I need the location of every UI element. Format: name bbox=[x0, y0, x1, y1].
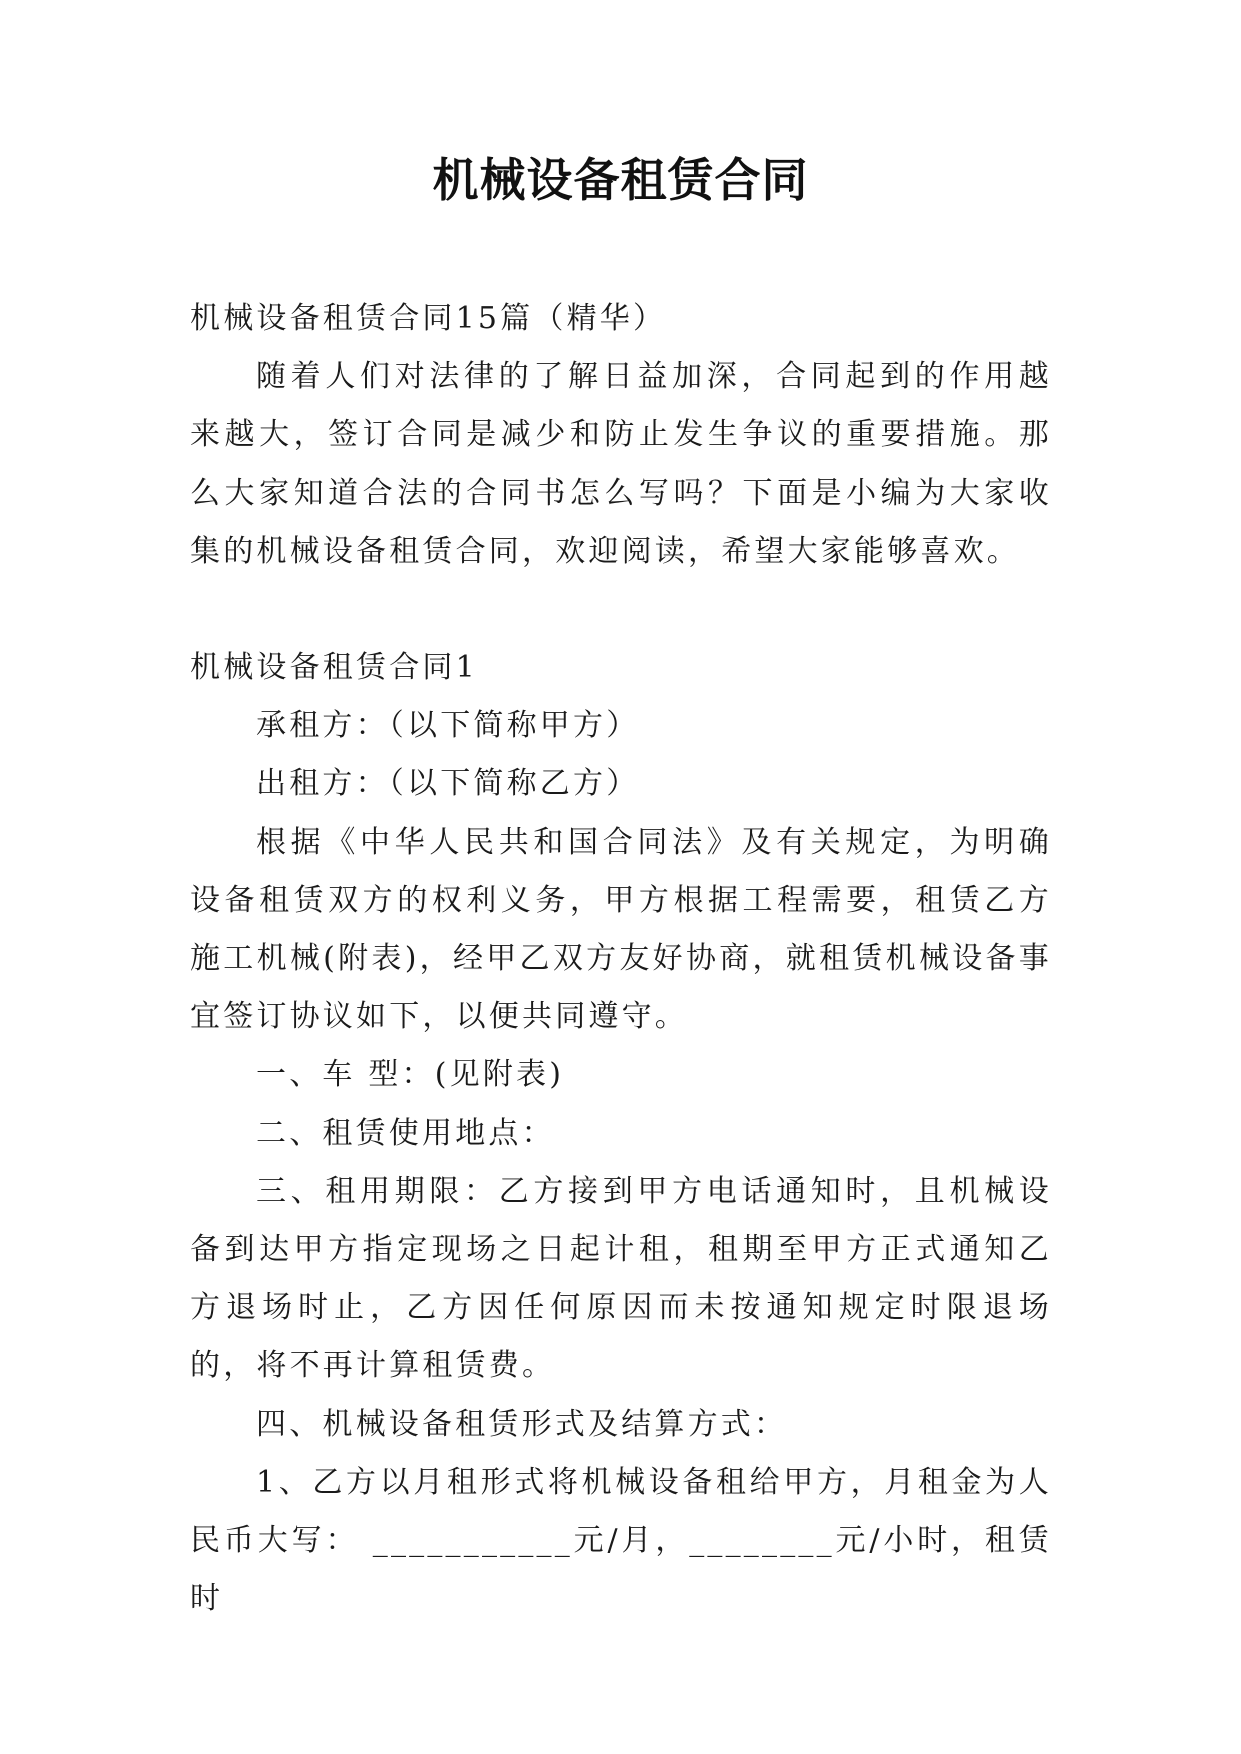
clause-location: 二、租赁使用地点： bbox=[256, 1115, 555, 1151]
clause-term: 三、租用期限：乙方接到甲方电话通知时，且机械设备到达甲方指定现场之日起计租，租期至甲方正式通知乙方退场时止，乙方因任何原因而未按通知规定时限退场的，将不再计算租赁费。 bbox=[190, 1173, 1052, 1384]
paragraph-gap bbox=[190, 581, 1052, 639]
document-title: 机械设备租赁合同 bbox=[432, 153, 809, 207]
lessee-line: 承租方：（以下简称甲方） bbox=[256, 708, 640, 744]
intro-paragraph: 随着人们对法律的了解日益加深，合同起到的作用越来越大，签订合同是减少和防止发生争议的重要措施。那么大家知道合法的合同书怎么写吗？下面是小编为大家收集的机械设备租赁合同，欢迎阅读，希望大家能够喜欢。 bbox=[190, 359, 1052, 569]
clause-vehicle-type: 一、车 型：(见附表) bbox=[256, 1057, 565, 1093]
clause-settlement: 四、机械设备租赁形式及结算方式： bbox=[256, 1406, 788, 1442]
lessor-line: 出租方：（以下简称乙方） bbox=[256, 766, 640, 802]
document-body bbox=[190, 290, 1052, 1628]
clause-monthly-rent: 1、乙方以月租形式将机械设备租给甲方，月租金为人民币大写： ___________元/月，________元/小时，租赁时 bbox=[190, 1464, 1052, 1617]
document-subtitle: 机械设备租赁合同15篇（精华） bbox=[190, 301, 667, 336]
section-heading: 机械设备租赁合同1 bbox=[190, 650, 478, 686]
preamble-paragraph: 根据《中华人民共和国合同法》及有关规定，为明确设备租赁双方的权利义务，甲方根据工程需要，租赁乙方施工机械(附表)，经甲乙双方友好协商，就租赁机械设备事宜签订协议如下，以便共同遵守。 bbox=[190, 824, 1052, 1035]
